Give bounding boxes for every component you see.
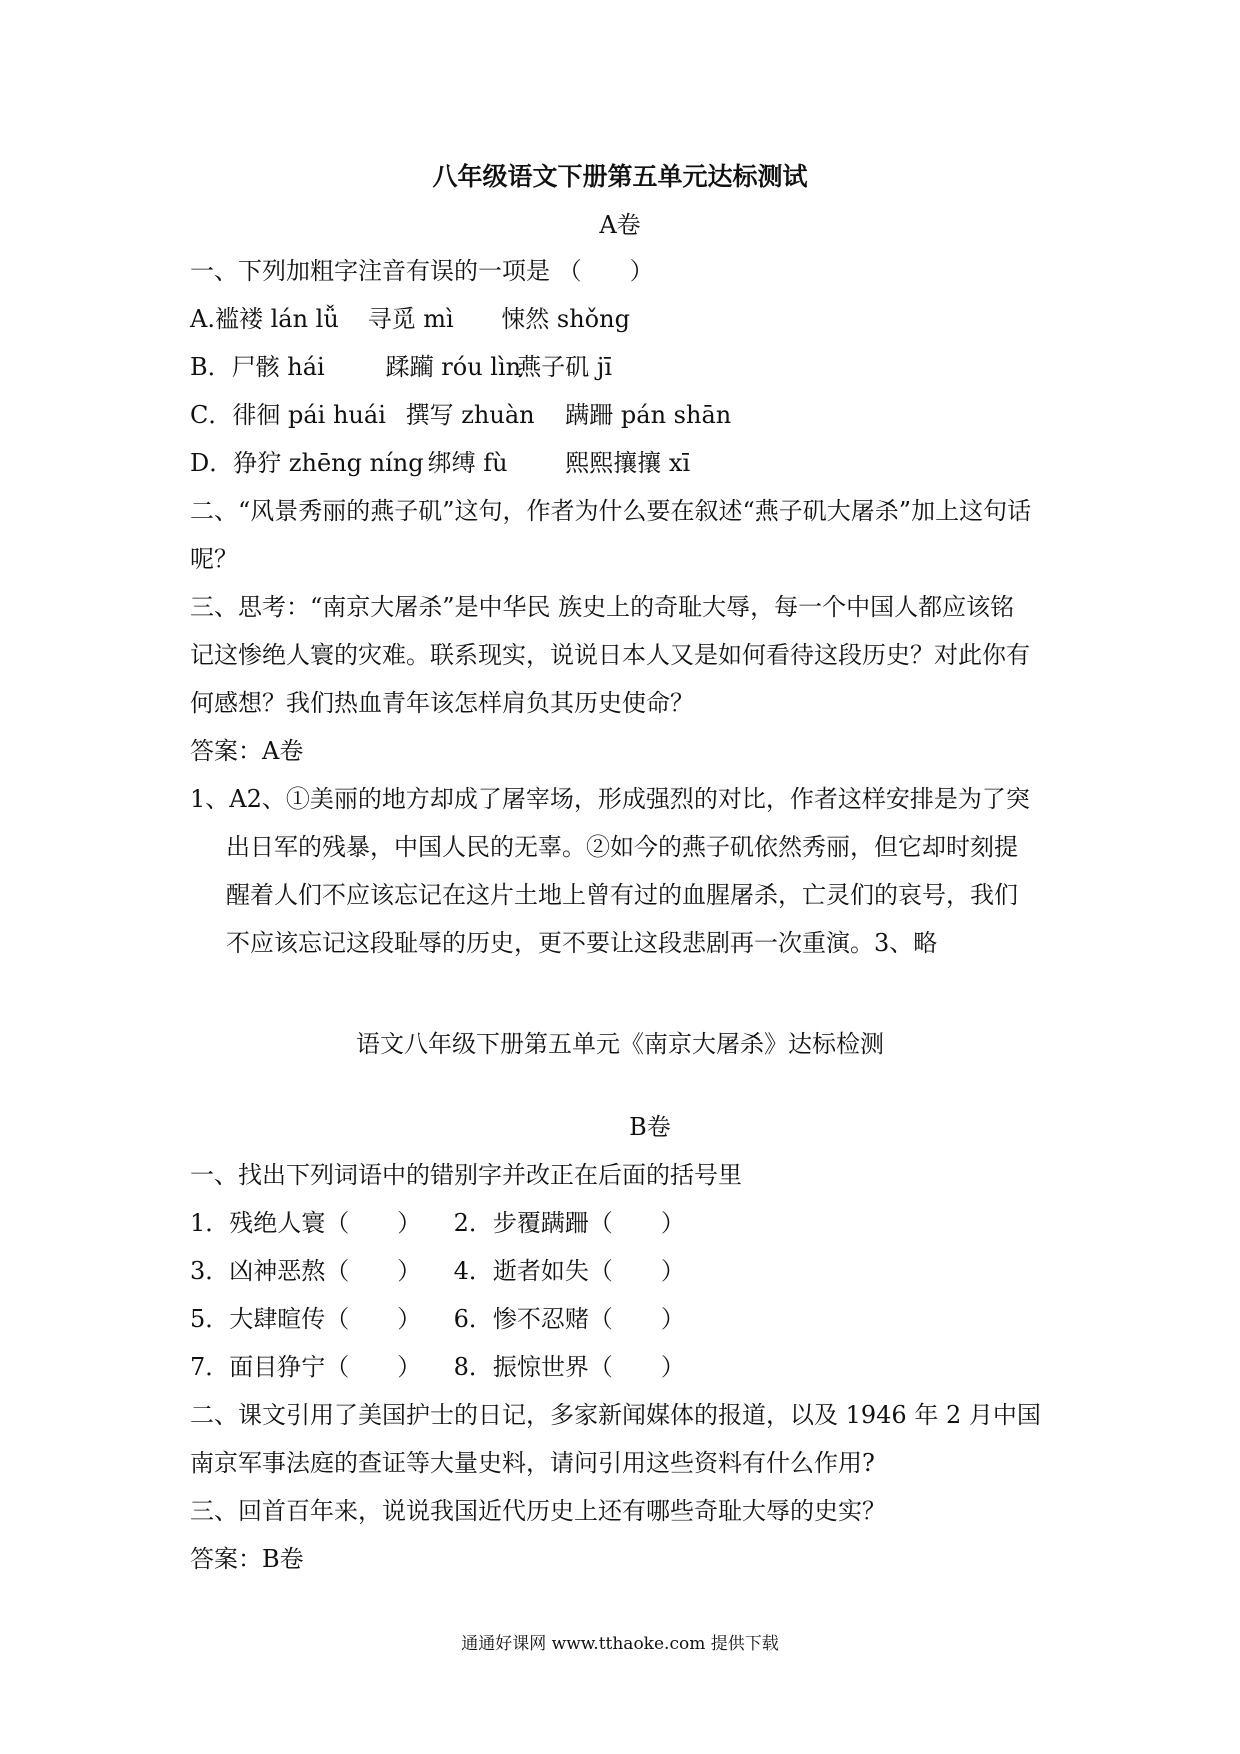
- option-word: 蹒跚 pán shān: [565, 401, 732, 429]
- option-word: 寻觅 mì: [367, 305, 454, 333]
- a-q1-option-b: [190, 350, 1060, 384]
- a-q3-line: 三、思考：“南京大屠杀”是中华民 族史上的奇耻大辱，每一个中国人都应该铭: [190, 593, 1015, 621]
- b-item: 4．逝者如失（ ）: [453, 1257, 685, 1285]
- a-answer-line: 出日军的残暴，中国人民的无辜。②如今的燕子矶依然秀丽，但它却时刻提: [226, 833, 1018, 861]
- b-answer-label: 答案：B卷: [190, 1545, 304, 1573]
- option-word: A.褴褛 lán lǚ: [190, 305, 339, 333]
- option-word: 撰写 zhuàn: [405, 401, 535, 429]
- option-word: 燕子矶 jī: [517, 353, 613, 381]
- a-q1-option-d: [190, 446, 1060, 480]
- b-item: 8．振惊世界（ ）: [453, 1353, 685, 1381]
- a-q2-line: 二、“风景秀丽的燕子矶”这句，作者为什么要在叙述“燕子矶大屠杀”加上这句话: [190, 497, 1032, 525]
- b-q2-line: 二、课文引用了美国护士的日记，多家新闻媒体的报道，以及 1946 年 2 月中国: [190, 1401, 1041, 1429]
- b-q1-row: [190, 1206, 1060, 1240]
- b-q3: 三、回首百年来，说说我国近代历史上还有哪些奇耻大辱的史实？: [190, 1497, 886, 1525]
- option-word: 悚然 shǒng: [501, 305, 630, 333]
- option-word: C．徘徊 pái huái: [190, 401, 386, 429]
- b-q1-row: [190, 1350, 1060, 1384]
- a-answer-line: 不应该忘记这段耻辱的历史，更不要让这段悲剧再一次重演。3、略: [226, 929, 938, 957]
- a-q1-stem: 一、下列加粗字注音有误的一项是 （ ）: [190, 257, 654, 285]
- b-item: 6．惨不忍赌（ ）: [453, 1305, 685, 1333]
- a-q3-line: 记这惨绝人寰的灾难。联系现实，说说日本人又是如何看待这段历史？对此你有: [190, 641, 1030, 669]
- b-q1-row: [190, 1254, 1060, 1288]
- option-word: D．狰狞 zhēng níng: [190, 449, 424, 477]
- a-q1-option-c: [190, 398, 1060, 432]
- b-item: 7．面目狰宁（ ）: [190, 1353, 422, 1381]
- a-q1-option-a: [190, 302, 1060, 336]
- b-item: 2．步覆蹒跚（ ）: [453, 1209, 685, 1237]
- b-q1-stem: 一、找出下列词语中的错别字并改正在后面的括号里: [190, 1161, 742, 1189]
- a-answer-line: 1、A2、①美丽的地方却成了屠宰场，形成强烈的对比，作者这样安排是为了突: [190, 785, 1030, 813]
- option-word: B．尸骸 hái: [190, 353, 325, 381]
- section-a-label: A卷: [599, 211, 641, 239]
- b-item: 3．凶神恶熬（ ）: [190, 1257, 422, 1285]
- b-item: 1．残绝人寰（ ）: [190, 1209, 422, 1237]
- a-answer-label: 答案：A卷: [190, 737, 304, 765]
- b-q2-line: 南京军事法庭的查证等大量史料，请问引用这些资料有什么作用?: [190, 1449, 875, 1477]
- page-title: 八年级语文下册第五单元达标测试: [432, 162, 808, 191]
- a-q2-line: 呢？: [190, 545, 238, 573]
- a-q3-line: 何感想？我们热血青年该怎样肩负其历史使命？: [190, 689, 694, 717]
- option-word: 蹂躏 róu lìn: [385, 353, 522, 381]
- b-q1-row: [190, 1302, 1060, 1336]
- subtitle: 语文八年级下册第五单元《南京大屠杀》达标检测: [356, 1030, 884, 1058]
- footer-credit: 通通好课网 www.tthaoke.com 提供下载: [461, 1634, 779, 1654]
- section-b-label: B卷: [629, 1113, 671, 1141]
- a-answer-line: 醒着人们不应该忘记在这片土地上曾有过的血腥屠杀，亡灵们的哀号，我们: [226, 881, 1018, 909]
- option-word: 绑缚 fù: [427, 449, 508, 477]
- option-word: 熙熙攘攘 xī: [565, 449, 691, 477]
- b-item: 5．大肆暄传（ ）: [190, 1305, 422, 1333]
